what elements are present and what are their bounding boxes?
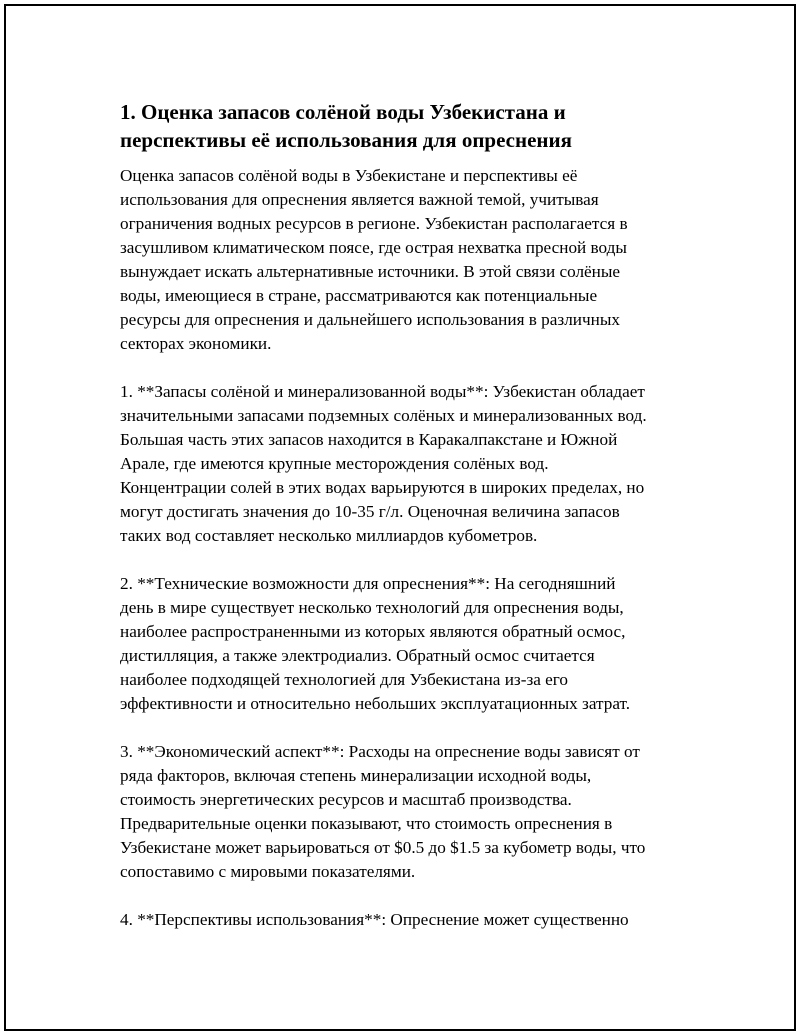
paragraph-technical: 2. **Технические возможности для опреснения**: На сегодняшний день в мире существует несколько технологий для опреснения воды, наиболее распространенными из которых являются обратный осмос, дистилляция, а также электродиализ. Обратный осмос считается наиболее подходящей технологией для Узбекистана из-за его эффективности и относительно небольших эксплуатационных затрат. (120, 574, 631, 713)
paragraph-economic: 3. **Экономический аспект**: Расходы на опреснение воды зависят от ряда факторов, включая степень минерализации исходной воды, стоимость энергетических ресурсов и масштаб производства. Предварительные оценки показывают, что стоимость опреснения в Узбекистане может варьироваться от $0.5 до $1.5 за кубометр воды, что сопоставимо с мировыми показателями. (120, 742, 646, 881)
document-content (120, 98, 700, 956)
document-page (4, 4, 796, 1031)
document-title: 1. Оценка запасов солёной воды Узбекистана и перспективы её использования для опреснения (120, 100, 572, 152)
paragraph-reserves: 1. **Запасы солёной и минерализованной воды**: Узбекистан обладает значительными запасами подземных солёных и минерализованных вод. Большая часть этих запасов находится в Каракалпакстане и Южной Арале, где имеются крупные месторождения солёных вод. Концентрации солей в этих водах варьируются в широких пределах, но могут достигать значения до 10-35 г/л. Оценочная величина запасов таких вод составляет несколько миллиардов кубометров. (120, 382, 647, 545)
paragraph-intro: Оценка запасов солёной воды в Узбекистане и перспективы её использования для опреснения является важной темой, учитывая ограничения водных ресурсов в регионе. Узбекистан располагается в засушливом климатическом поясе, где острая нехватка пресной воды вынуждает искать альтернативные источники. В этой связи солёные воды, имеющиеся в стране, рассматриваются как потенциальные ресурсы для опреснения и дальнейшего использования в различных секторах экономики. (120, 166, 628, 353)
paragraph-prospects: 4. **Перспективы использования**: Опреснение может существенно (120, 910, 629, 929)
